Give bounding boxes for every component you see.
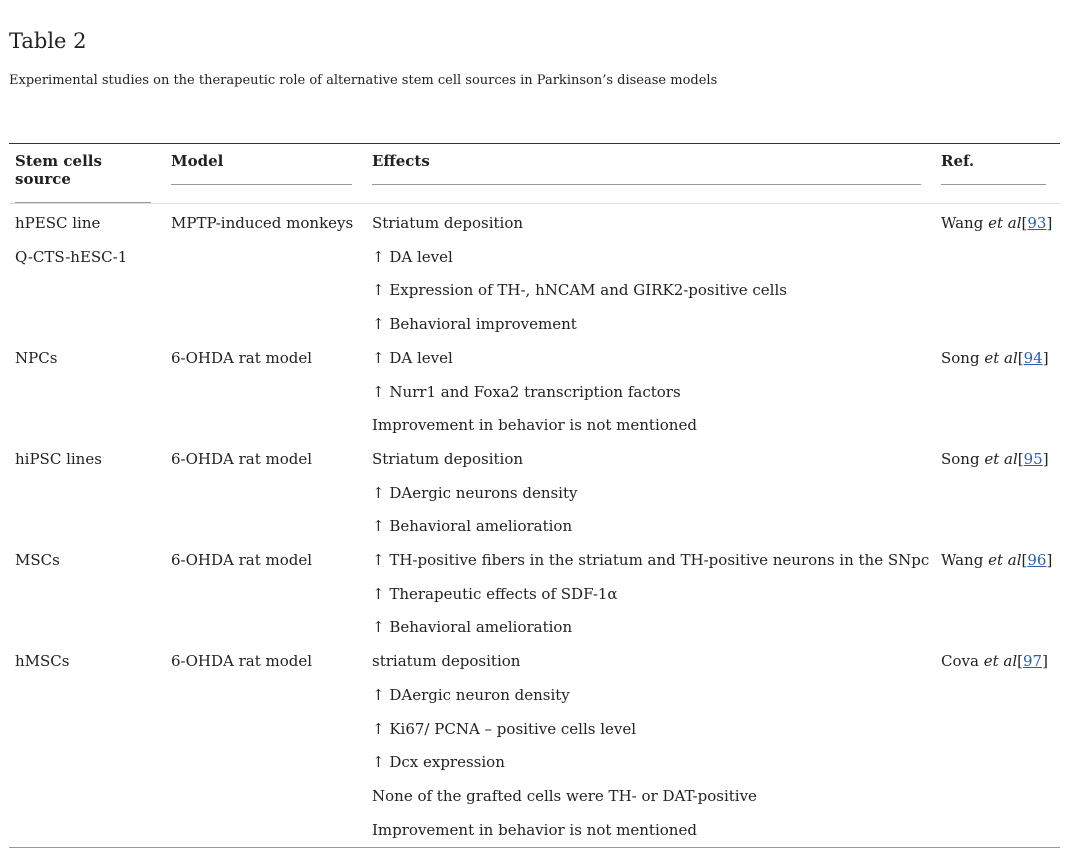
cell-stem-cells-source [9,645,165,847]
source-line: NPCs [15,348,58,367]
effect-line: Striatum deposition [372,214,524,232]
studies-table [9,144,1060,847]
table-caption: Experimental studies on the therapeutic role of alternative stem cell sources in Parkinson’s disease models [9,73,718,88]
header-ref: Ref. [935,144,1060,204]
cell-effects [366,443,935,544]
cell-ref: Wang et al[96] [941,551,1053,570]
cell-effects [366,207,935,342]
effect-line: ↑ Behavioral amelioration [372,517,573,536]
effect-line: striatum deposition [372,652,521,671]
reference-link[interactable]: 96 [1027,551,1047,570]
table-row [9,443,1060,544]
effect-line: ↑ Behavioral amelioration [372,618,573,637]
effect-line: ↑ TH-positive fibers in the striatum and TH-positive neurons in the SNpc [372,551,930,570]
ref-et-al: et al [988,214,1022,232]
cell-stem-cells-source [9,443,165,544]
table-header-row [9,144,1060,204]
effect-line: ↑ Ki67/ PCNA – positive cells level [372,719,637,738]
cell-model: 6-OHDA rat model [171,652,313,671]
table-row [9,342,1060,443]
cell-effects [366,544,935,645]
header-stem-cells-source: Stem cells source [9,144,165,204]
cell-ref: Song et al[94] [941,348,1049,367]
effect-line: None of the grafted cells were TH- or DAT-positive [372,786,757,805]
table-row [9,544,1060,645]
effect-line: ↑ DAergic neurons density [372,483,578,502]
cell-model: MPTP-induced monkeys [171,214,354,232]
cell-ref: Wang et al[93] [941,214,1053,232]
studies-table-container [9,143,1060,848]
table-title: Table 2 [9,29,87,53]
ref-author: Cova [941,652,979,671]
reference-link[interactable]: 95 [1023,449,1043,468]
ref-author: Song [941,449,980,468]
cell-stem-cells-source [9,207,165,342]
ref-author: Song [941,348,980,367]
cell-stem-cells-source [9,342,165,443]
cell-stem-cells-source [9,544,165,645]
effect-line: ↑ DAergic neuron density [372,685,570,704]
source-line: hPESC line [15,214,101,232]
effect-line: ↑ Expression of TH-, hNCAM and GIRK2-positive cells [372,281,787,300]
effect-line: Improvement in behavior is not mentioned [372,416,697,435]
ref-et-al: et al [984,348,1018,367]
reference-link[interactable]: 93 [1027,214,1047,232]
cell-ref: Cova et al[97] [941,652,1048,671]
reference-link[interactable]: 97 [1023,652,1043,671]
ref-author: Wang [941,551,984,570]
source-line: MSCs [15,551,60,570]
cell-effects [366,342,935,443]
effect-line: Striatum deposition [372,449,524,468]
effect-line: ↑ Therapeutic effects of SDF-1α [372,584,618,603]
cell-model: 6-OHDA rat model [171,348,313,367]
effect-line: ↑ DA level [372,348,453,367]
ref-et-al: et al [984,449,1018,468]
table-row [9,645,1060,847]
effect-line: ↑ Nurr1 and Foxa2 transcription factors [372,382,681,401]
effect-line: ↑ Behavioral improvement [372,315,577,334]
reference-link[interactable]: 94 [1023,348,1043,367]
cell-ref: Song et al[95] [941,449,1049,468]
cell-model: 6-OHDA rat model [171,449,313,468]
ref-et-al: et al [988,551,1022,570]
header-effects: Effects [366,144,935,204]
table-body [9,204,1060,847]
source-line: Q-CTS-hESC-1 [15,247,128,266]
table-row [9,207,1060,342]
source-line: hMSCs [15,652,70,671]
cell-effects [366,645,935,847]
effect-line: ↑ Dcx expression [372,753,505,772]
effect-line: Improvement in behavior is not mentioned [372,820,697,839]
ref-author: Wang [941,214,984,232]
effect-line: ↑ DA level [372,247,453,266]
cell-model: 6-OHDA rat model [171,551,313,570]
ref-et-al: et al [983,652,1018,671]
header-model: Model [165,144,366,204]
source-line: hiPSC lines [15,449,102,468]
